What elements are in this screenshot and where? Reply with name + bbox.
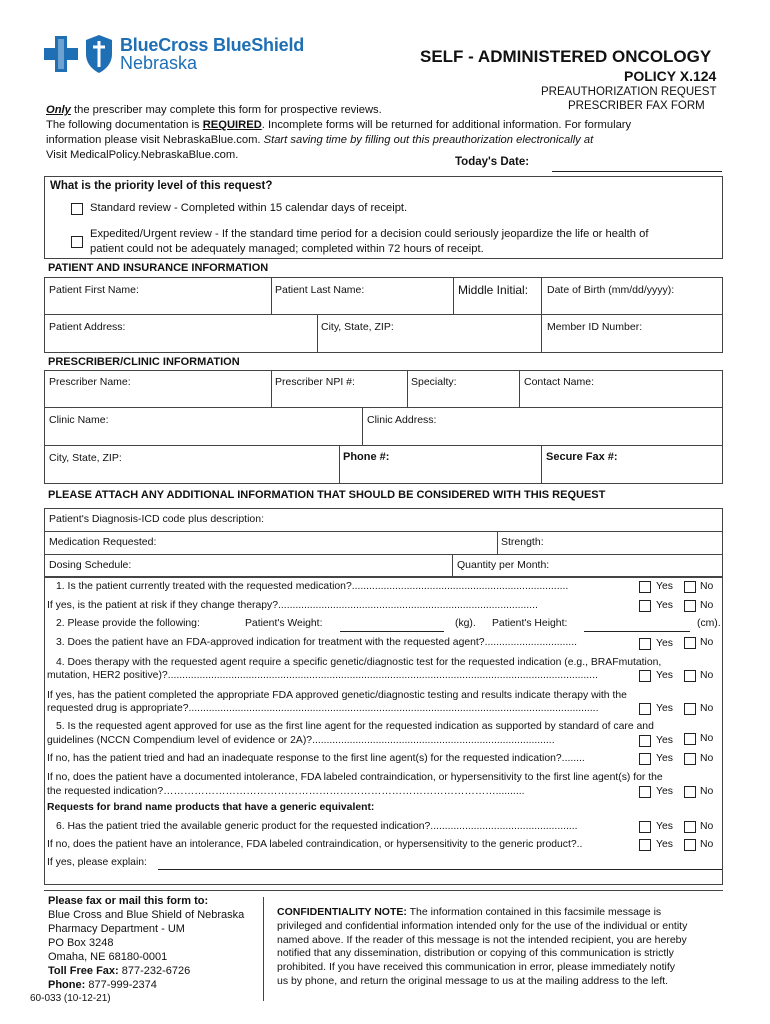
secure-fax-field[interactable]: Secure Fax #: [546, 451, 618, 463]
form-title: SELF - ADMINISTERED ONCOLOGY [420, 47, 712, 66]
q5-yes-checkbox[interactable] [639, 735, 651, 747]
member-id-field[interactable]: Member ID Number: [547, 321, 643, 333]
weight-field[interactable] [340, 631, 444, 632]
explain-field[interactable] [158, 869, 722, 870]
q6b-yes-checkbox[interactable] [639, 839, 651, 851]
urgent-review-label-1: Expedited/Urgent review - If the standard time period for a decision could seriously jeopardize the life or health of [90, 228, 649, 240]
patient-first-name-field[interactable]: Patient First Name: [49, 284, 139, 296]
question-5c-cont: the requested indication?…………………………………………………………………………………….......... [47, 786, 525, 797]
q5c-no-label: No [700, 786, 714, 797]
kg-unit: (kg). [455, 618, 476, 629]
form-id: 60-033 (10-12-21) [30, 993, 111, 1004]
cm-unit: (cm). [697, 618, 721, 629]
todays-date-label: Today's Date: [455, 156, 530, 168]
prescriber-npi-field[interactable]: Prescriber NPI #: [275, 376, 355, 388]
q3-no-checkbox[interactable] [684, 637, 696, 649]
question-3: 3. Does the patient have an FDA-approved indication for treatment with the requested agent?................................ [56, 637, 577, 648]
contact-name-field[interactable]: Contact Name: [524, 376, 595, 388]
question-1: 1. Is the patient currently treated with the requested medication?........................................................................... [56, 581, 569, 592]
q6-no-label: No [700, 821, 714, 832]
q3-no-label: No [700, 637, 714, 648]
height-field[interactable] [584, 631, 690, 632]
q4-yes-checkbox[interactable] [639, 670, 651, 682]
question-4b-cont: requested drug is appropriate?.............................................................................................................................................. [47, 703, 599, 714]
q1-no-checkbox[interactable] [684, 581, 696, 593]
question-5c: If no, does the patient have a documented intolerance, FDA labeled contraindication, or hypersensitivity to the first line agent(s) for the [47, 772, 663, 783]
q1-no-label: No [700, 581, 714, 592]
q5-yes-label: Yes [656, 735, 673, 746]
q5b-no-checkbox[interactable] [684, 753, 696, 765]
q3-yes-checkbox[interactable] [639, 638, 651, 650]
prescriber-name-field[interactable]: Prescriber Name: [49, 376, 131, 388]
intro-line-1: Only the prescriber may complete this form for prospective reviews. [46, 104, 382, 116]
confidentiality-note: CONFIDENTIALITY NOTE: The information contained in this facsimile message is privileged and confidential information intended only for the use of the individual or entity named above. If the reader of this message is not the intended recipient, you are hereby notified that any dissemination, distribution or copying of this communication is strictly prohibited. If you have received this communication in error, please immediately notify us by phone, and return the original message to us at the mailing address to the left. [277, 906, 688, 987]
standard-review-checkbox[interactable] [71, 203, 83, 215]
logo-region: Nebraska [120, 53, 198, 73]
urgent-review-label-2: patient could not be adequately managed; completed within 72 hours of receipt. [90, 243, 484, 255]
q4-no-label: No [700, 670, 714, 681]
diagnosis-field[interactable]: Patient's Diagnosis-ICD code plus description: [49, 513, 265, 525]
q6-yes-label: Yes [656, 821, 673, 832]
explain-label: If yes, please explain: [47, 857, 147, 868]
footer-dept: Pharmacy Department - UM [48, 923, 185, 935]
q4-yes-label: Yes [656, 670, 673, 681]
footer-tollfree: Toll Free Fax: 877-232-6726 [48, 965, 191, 977]
form-subtitle-2: PRESCRIBER FAX FORM [568, 100, 705, 112]
question-4: 4. Does therapy with the requested agent require a specific genetic/diagnostic test for the requested indication (e.g., BRAFmutation, [56, 657, 662, 668]
clinic-address-field[interactable]: Clinic Address: [367, 414, 437, 426]
form-subtitle-1: PREAUTHORIZATION REQUEST [541, 86, 717, 98]
fax-heading: Please fax or mail this form to: [48, 895, 209, 907]
bcbs-logo [44, 32, 334, 76]
q1-yes-label: Yes [656, 581, 673, 592]
priority-question: What is the priority level of this request? [50, 180, 273, 192]
urgent-review-checkbox[interactable] [71, 236, 83, 248]
q5c-yes-checkbox[interactable] [639, 786, 651, 798]
patient-heading: PATIENT AND INSURANCE INFORMATION [48, 262, 269, 274]
quantity-field[interactable]: Quantity per Month: [457, 559, 550, 571]
question-6: 6. Has the patient tried the available generic product for the requested indication?................................................... [56, 821, 578, 832]
prescriber-table [44, 370, 723, 484]
q6-yes-checkbox[interactable] [639, 821, 651, 833]
blue-cross-icon [44, 34, 78, 74]
q5c-no-checkbox[interactable] [684, 786, 696, 798]
question-4b: If yes, has the patient completed the appropriate FDA approved genetic/diagnostic testing and results indicate therapy with the [47, 690, 627, 701]
clinic-name-field[interactable]: Clinic Name: [49, 414, 109, 426]
q4b-no-checkbox[interactable] [684, 703, 696, 715]
phone-field[interactable]: Phone #: [343, 451, 390, 463]
brand-heading: Requests for brand name products that have a generic equivalent: [47, 802, 375, 813]
q5-no-checkbox[interactable] [684, 733, 696, 745]
attach-heading: PLEASE ATTACH ANY ADDITIONAL INFORMATION THAT SHOULD BE CONSIDERED WITH THIS REQUEST [48, 489, 606, 501]
question-4-cont: mutation, HER2 positive)?..................................................................................................................................................... [47, 670, 598, 681]
footer-po: PO Box 3248 [48, 937, 114, 949]
q5c-yes-label: Yes [656, 786, 673, 797]
dosing-schedule-field[interactable]: Dosing Schedule: [49, 559, 132, 571]
q6-no-checkbox[interactable] [684, 821, 696, 833]
q6b-no-checkbox[interactable] [684, 839, 696, 851]
question-1b: If yes, is the patient at risk if they change therapy?.......................................................................................... [47, 600, 538, 611]
q4b-no-label: No [700, 703, 714, 714]
q6b-yes-label: Yes [656, 839, 673, 850]
weight-label: Patient's Weight: [245, 618, 323, 629]
patient-address-field[interactable]: Patient Address: [49, 321, 126, 333]
policy-number: POLICY X.124 [624, 68, 717, 84]
medication-field[interactable]: Medication Requested: [49, 536, 157, 548]
height-label: Patient's Height: [492, 618, 568, 629]
question-5: 5. Is the requested agent approved for use as the first line agent for the requested indication as supported by standard of care and [56, 721, 654, 732]
q5b-yes-checkbox[interactable] [639, 753, 651, 765]
question-6b: If no, does the patient have an intolerance, FDA labeled contraindication, or hypersensitivity to the generic product?.. [47, 839, 583, 850]
patient-last-name-field[interactable]: Patient Last Name: [275, 284, 365, 296]
specialty-field[interactable]: Specialty: [411, 376, 457, 388]
q1b-no-label: No [700, 600, 714, 611]
strength-field[interactable]: Strength: [501, 536, 544, 548]
standard-review-label: Standard review - Completed within 15 calendar days of receipt. [90, 202, 408, 214]
intro-line-3: information please visit NebraskaBlue.com. Start saving time by filling out this preauthorization electronically at [46, 134, 594, 146]
q4-no-checkbox[interactable] [684, 670, 696, 682]
footer-city: Omaha, NE 68180-0001 [48, 951, 168, 963]
middle-initial-field[interactable]: Middle Initial: [458, 283, 529, 297]
q1b-yes-checkbox[interactable] [639, 600, 651, 612]
intro-line-2: The following documentation is REQUIRED. Incomplete forms will be returned for additional information. For formulary [46, 119, 632, 131]
q4b-yes-label: Yes [656, 703, 673, 714]
q6b-no-label: No [700, 839, 714, 850]
logo-name: BlueCross BlueShield [120, 35, 305, 55]
q1b-yes-label: Yes [656, 600, 673, 611]
todays-date-field[interactable] [552, 171, 722, 172]
q3-yes-label: Yes [656, 638, 673, 649]
q5b-no-label: No [700, 753, 714, 764]
patient-city-field[interactable]: City, State, ZIP: [321, 321, 394, 333]
q4b-yes-checkbox[interactable] [639, 703, 651, 715]
clinic-city-field[interactable]: City, State, ZIP: [49, 452, 122, 464]
question-5-cont: guidelines (NCCN Compendium level of evidence or 2A)?.................................................................................... [47, 735, 555, 746]
q5-no-label: No [700, 733, 714, 744]
footer-phone: Phone: 877-999-2374 [48, 979, 157, 991]
q1-yes-checkbox[interactable] [639, 581, 651, 593]
question-2: 2. Please provide the following: [56, 618, 200, 629]
intro-line-4: Visit MedicalPolicy.NebraskaBlue.com. [46, 149, 239, 161]
prescriber-heading: PRESCRIBER/CLINIC INFORMATION [48, 356, 240, 368]
q5b-yes-label: Yes [656, 753, 673, 764]
question-5b: If no, has the patient tried and had an inadequate response to the first line agent(s) for the requested indication?........ [47, 753, 585, 764]
q1b-no-checkbox[interactable] [684, 600, 696, 612]
footer-org: Blue Cross and Blue Shield of Nebraska [48, 909, 245, 921]
date-of-birth-field[interactable]: Date of Birth (mm/dd/yyyy): [547, 284, 675, 296]
blue-shield-icon [84, 34, 114, 74]
